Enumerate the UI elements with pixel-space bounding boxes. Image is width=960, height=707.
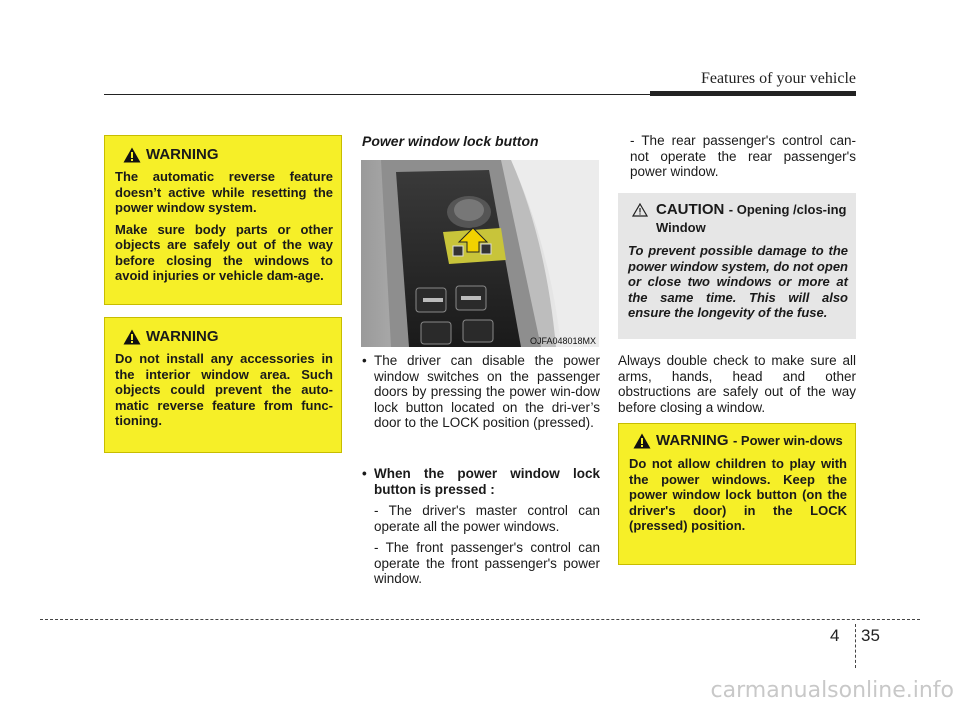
warning-heading	[123, 146, 333, 163]
bullet-text: When the power window lock button is pressed :	[374, 466, 600, 497]
section-title: Power window lock button	[362, 133, 539, 149]
bullet-lock-pressed	[362, 466, 600, 497]
warning-box-children	[618, 423, 856, 565]
photo-caption: OJFA048018MX	[529, 336, 596, 346]
caution-box	[618, 193, 856, 339]
warning-triangle-icon	[123, 329, 141, 345]
caution-title: CAUTION	[656, 201, 725, 218]
advice-paragraph: Always double check to make sure all arms, hands, head and other obstructions are safely out of the way before closing a window.	[618, 353, 856, 415]
warning-text: Make sure body parts or other objects are safely out of the way before closing the windows to avoid injuries or vehicle dam-age.	[115, 221, 333, 283]
watermark: carmanualsonline.info	[710, 678, 954, 703]
bullet-driver-disable	[362, 353, 600, 431]
caution-subtitle: - Opening /clos-ing Window	[656, 202, 847, 235]
door-switch-illustration	[361, 160, 599, 347]
subitem-rear-passenger: - The rear passenger's control can-not operate the rear passenger's power window.	[630, 133, 856, 179]
header-rule-accent	[650, 91, 856, 96]
warning-title: WARNING	[656, 432, 729, 449]
caution-heading	[628, 201, 848, 237]
chapter-number: 4	[830, 626, 840, 645]
page-number-divider	[855, 624, 856, 668]
warning-text: The automatic reverse feature doesn’t active while resetting the power window system.	[115, 169, 333, 215]
warning-box-accessories	[104, 317, 342, 453]
power-window-switch-photo	[361, 160, 599, 347]
footer-rule	[40, 619, 920, 620]
warning-triangle-icon	[633, 433, 651, 449]
caution-text: To prevent possible damage to the power window system, do not open or close two windows or more at the same time. This will also ensure the longevity of the fuse.	[628, 243, 848, 320]
warning-text: Do not install any accessories in the interior window area. Such objects could prevent the auto-matic reverse feature from func-tioning.	[115, 351, 333, 428]
warning-box-auto-reverse	[104, 135, 342, 305]
warning-text: Do not allow children to play with the power windows. Keep the power window lock button (on the driver's door) in the LOCK (pressed) position.	[629, 456, 847, 533]
bullet-marker: •	[362, 466, 367, 481]
warning-heading	[633, 432, 847, 450]
subitem-master-control: - The driver's master control can operate all the power windows.	[374, 503, 600, 534]
running-header: Features of your vehicle	[700, 70, 856, 87]
warning-title: WARNING	[146, 146, 219, 163]
warning-heading	[123, 328, 333, 345]
warning-triangle-icon	[123, 147, 141, 163]
bullet-marker: •	[362, 353, 367, 368]
caution-triangle-icon	[632, 203, 648, 217]
page-number: 35	[861, 626, 880, 645]
subitem-front-passenger: - The front passenger's control can operate the front passenger's power window.	[374, 540, 600, 586]
warning-subtitle: - Power win-dows	[732, 433, 843, 448]
warning-title: WARNING	[146, 328, 219, 345]
bullet-text: The driver can disable the power window switches on the passenger doors by pressing the power win-dow lock button located on the dri-ver’s door to the LOCK position (pressed).	[374, 353, 600, 430]
